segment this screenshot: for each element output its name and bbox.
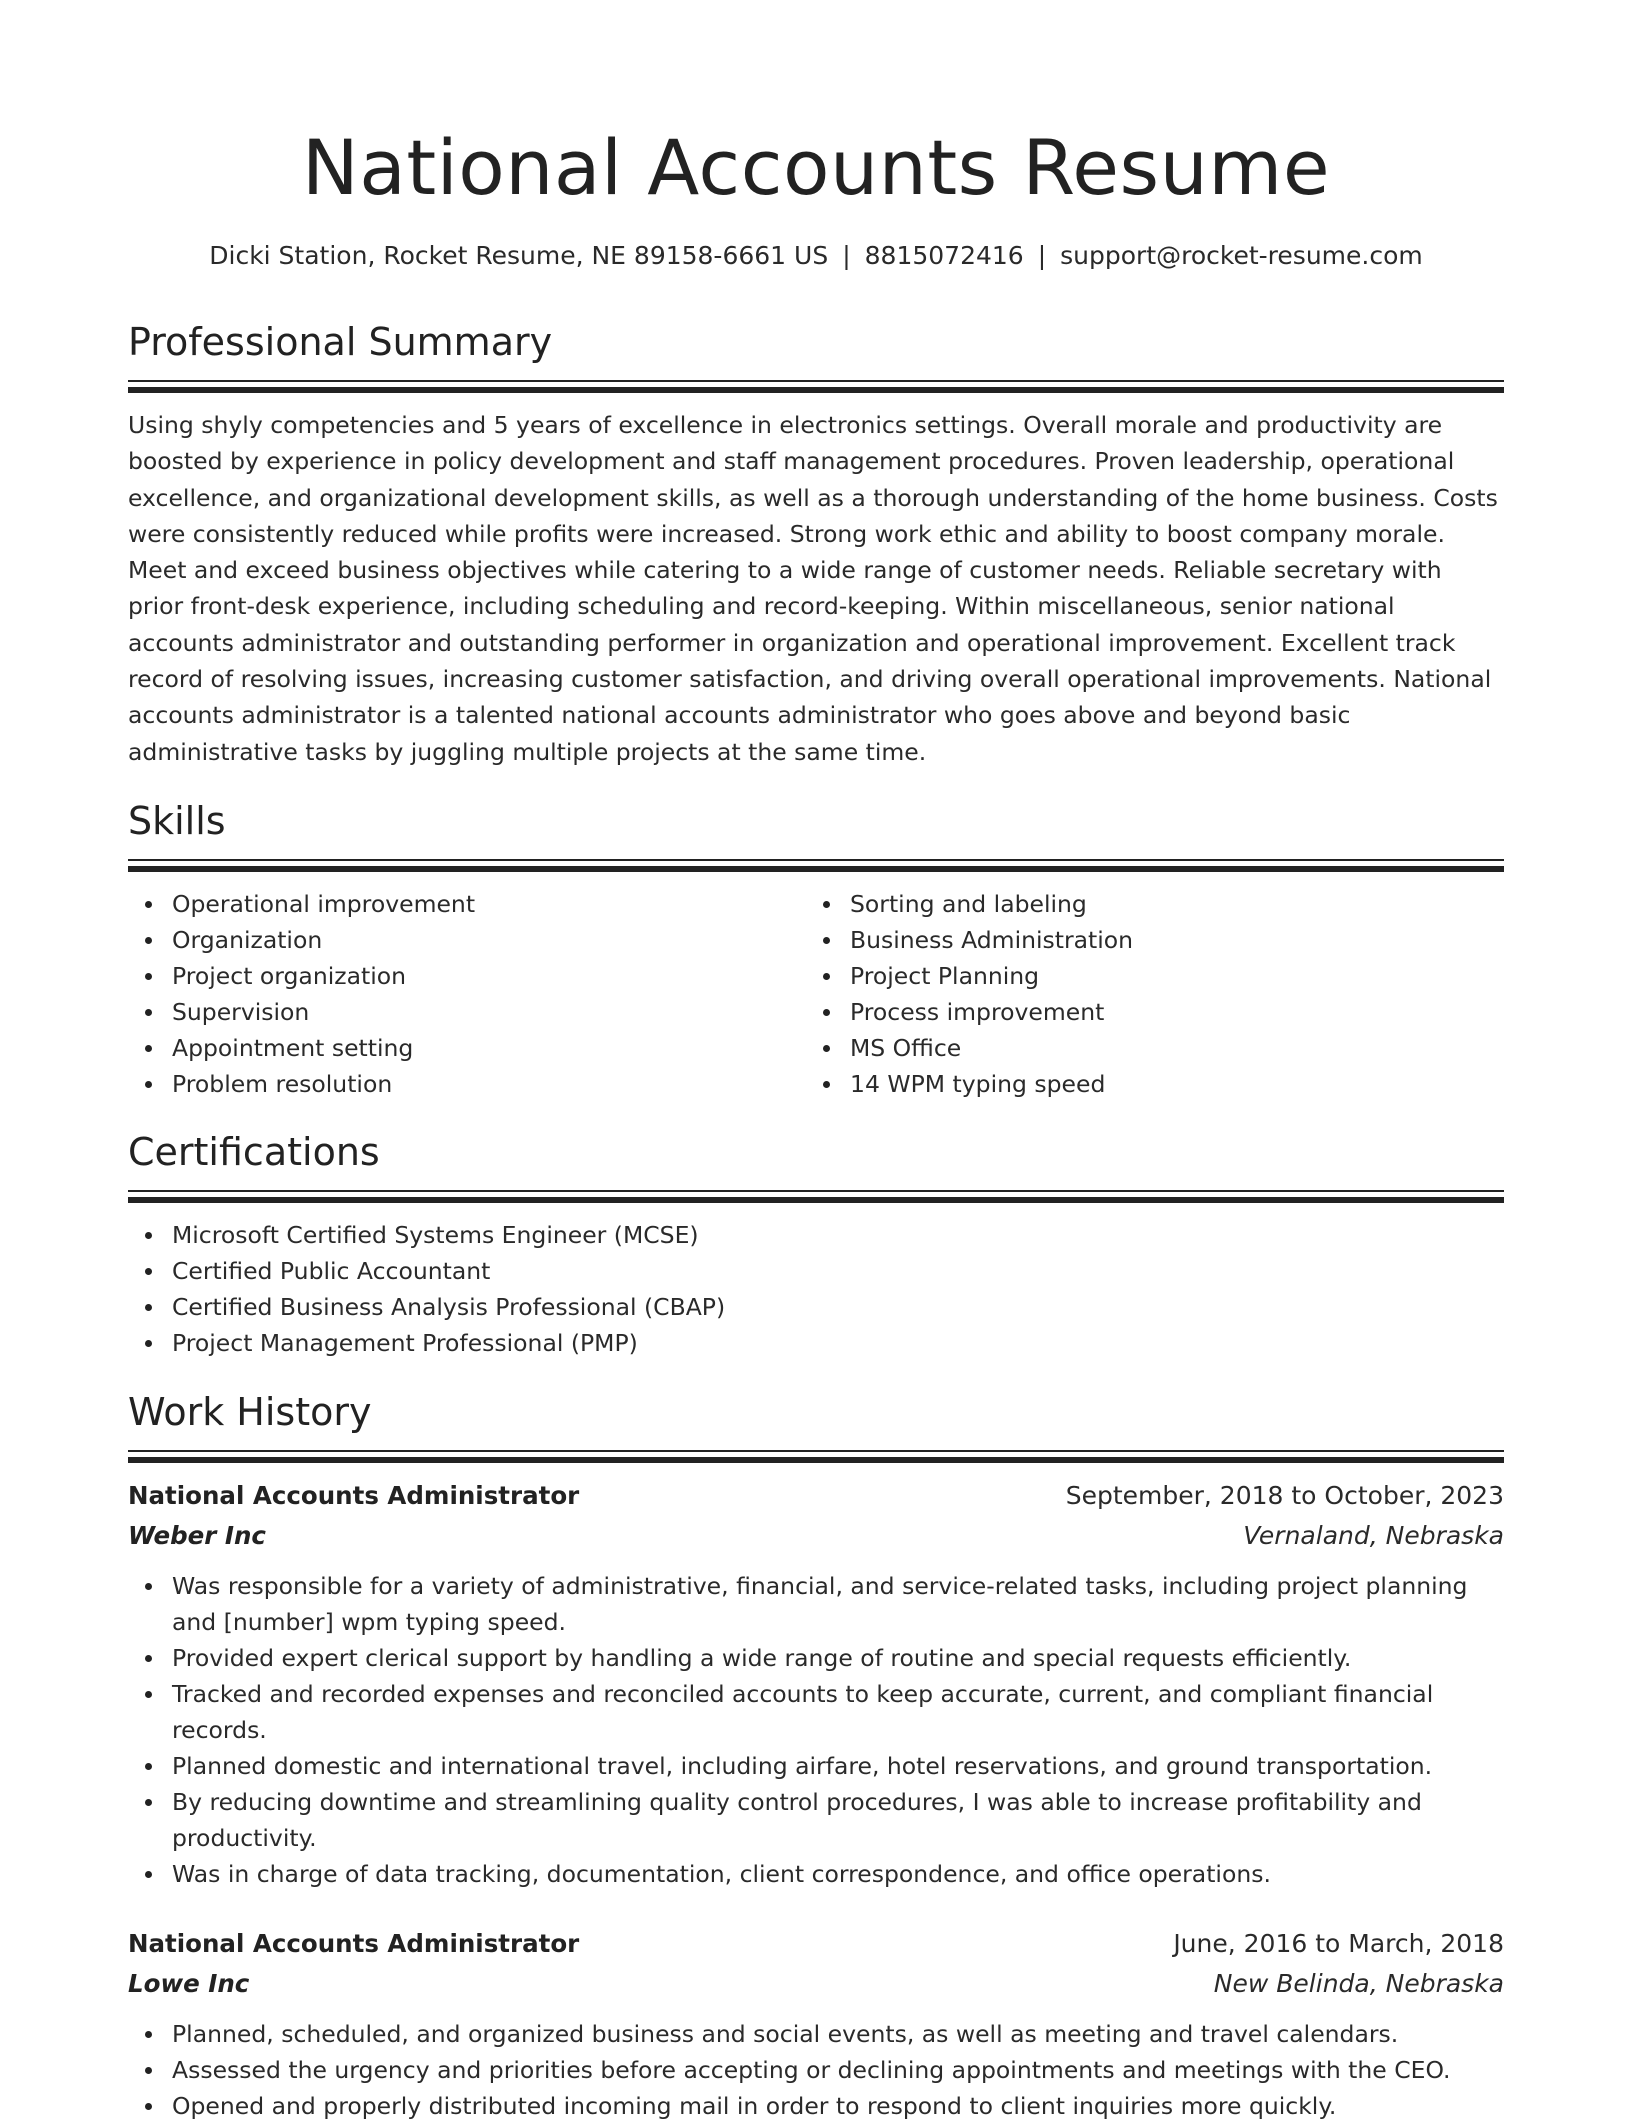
contact-separator: |	[842, 241, 851, 270]
work-history-heading: Work History	[128, 1390, 372, 1434]
section-rule-thin	[128, 1190, 1504, 1192]
summary-text: Using shyly competencies and 5 years of excellence in electronics settings. Overall morale and productivity are boosted by experience in policy development and staff management procedures. Proven leadership, operational excellence, and organizational development skills, as well as a thorough understanding of the home business. Costs were consistently reduced while profits were increased. Strong work ethic and ability to boost company morale. Meet and exceed business objectives while catering to a wide range of customer needs. Reliable secretary with prior front-desk experience, including scheduling and record-keeping. Within miscellaneous, senior national accounts administrator and outstanding performer in organization and operational improvement. Excellent track record of resolving issues, increasing customer satisfaction, and driving overall operational improvements. National accounts administrator is a talented national accounts administrator who goes above and beyond basic administrative tasks by juggling multiple projects at the same time.	[128, 411, 1498, 766]
job-header	[128, 1924, 1504, 1964]
summary-section	[128, 318, 1504, 770]
skills-list-right	[806, 886, 1484, 1102]
certification-item: Certified Business Analysis Professional (CBAP)	[172, 1289, 1504, 1325]
job-subheader	[128, 1516, 1504, 1556]
skill-item: Problem resolution	[172, 1066, 806, 1102]
skills-column-left	[128, 886, 806, 1102]
job-entry	[128, 1476, 1504, 1892]
skills-heading: Skills	[128, 799, 226, 843]
job-location: New Belinda, Nebraska	[1213, 1969, 1504, 1998]
skill-item: Project Planning	[850, 958, 1484, 994]
skill-item: Supervision	[172, 994, 806, 1030]
contact-separator: |	[1037, 241, 1047, 270]
work-history-section	[128, 1388, 1504, 2124]
skill-item: Business Administration	[850, 922, 1484, 958]
skills-section	[128, 797, 1504, 1102]
section-rule-thick	[128, 387, 1504, 393]
skill-item: MS Office	[850, 1030, 1484, 1066]
section-rule-thick	[128, 1457, 1504, 1463]
certification-item: Project Management Professional (PMP)	[172, 1325, 1504, 1361]
skill-item: 14 WPM typing speed	[850, 1066, 1484, 1102]
section-rule-thick	[128, 866, 1504, 872]
section-rule-thin	[128, 859, 1504, 861]
job-company: Weber Inc	[128, 1521, 266, 1550]
section-rule-thick	[128, 1197, 1504, 1203]
job-duty-item: Tracked and recorded expenses and reconciled accounts to keep accurate, current, and compliant financial records.	[172, 1676, 1504, 1748]
job-dates: September, 2018 to October, 2023	[1065, 1481, 1504, 1510]
job-duty-item: Planned, scheduled, and organized business and social events, as well as meeting and travel calendars.	[172, 2016, 1504, 2052]
resume-title: National Accounts Resume	[301, 123, 1331, 212]
job-header	[128, 1476, 1504, 1516]
skill-item: Organization	[172, 922, 806, 958]
job-duty-item: Was in charge of data tracking, documentation, client correspondence, and office operations.	[172, 1856, 1504, 1892]
certifications-list	[128, 1217, 1504, 1361]
job-subheader	[128, 1964, 1504, 2004]
skill-item: Sorting and labeling	[850, 886, 1484, 922]
job-duty-item: By reducing downtime and streamlining quality control procedures, I was able to increase profitability and productivity.	[172, 1784, 1504, 1856]
job-dates: June, 2016 to March, 2018	[1173, 1929, 1504, 1958]
section-rule-thin	[128, 1450, 1504, 1452]
job-title: National Accounts Administrator	[128, 1929, 580, 1958]
contact-email[interactable]: support@rocket-resume.com	[1060, 241, 1423, 270]
skill-item: Operational improvement	[172, 886, 806, 922]
certification-item: Certified Public Accountant	[172, 1253, 1504, 1289]
job-duty-item: Planned domestic and international travel, including airfare, hotel reservations, and ground transportation.	[172, 1748, 1504, 1784]
certification-item: Microsoft Certified Systems Engineer (MCSE)	[172, 1217, 1504, 1253]
job-duty-item: Was responsible for a variety of administrative, financial, and service-related tasks, including project planning and [number] wpm typing speed.	[172, 1568, 1504, 1640]
job-duty-item: Provided expert clerical support by handling a wide range of routine and special requests efficiently.	[172, 1640, 1504, 1676]
job-duties-list	[128, 1568, 1504, 1892]
job-company: Lowe Inc	[128, 1969, 250, 1998]
contact-line	[128, 238, 1504, 274]
job-duties-list	[128, 2016, 1504, 2124]
job-duty-item: Opened and properly distributed incoming mail in order to respond to client inquiries more quickly.	[172, 2088, 1504, 2124]
skill-item: Appointment setting	[172, 1030, 806, 1066]
skills-list-left	[128, 886, 806, 1102]
job-entry	[128, 1924, 1504, 2124]
skill-item: Process improvement	[850, 994, 1484, 1030]
certifications-section	[128, 1128, 1504, 1361]
section-rule-thin	[128, 380, 1504, 382]
skills-column-right	[806, 886, 1484, 1102]
contact-phone: 8815072416	[864, 241, 1024, 270]
skills-columns	[128, 886, 1504, 1102]
job-duty-item: Assessed the urgency and priorities before accepting or declining appointments and meetings with the CEO.	[172, 2052, 1504, 2088]
job-title: National Accounts Administrator	[128, 1481, 580, 1510]
job-location: Vernaland, Nebraska	[1243, 1521, 1504, 1550]
summary-heading: Professional Summary	[128, 320, 553, 364]
skill-item: Project organization	[172, 958, 806, 994]
contact-address: Dicki Station, Rocket Resume, NE 89158-6661 US	[209, 241, 829, 270]
certifications-heading: Certifications	[128, 1130, 380, 1174]
